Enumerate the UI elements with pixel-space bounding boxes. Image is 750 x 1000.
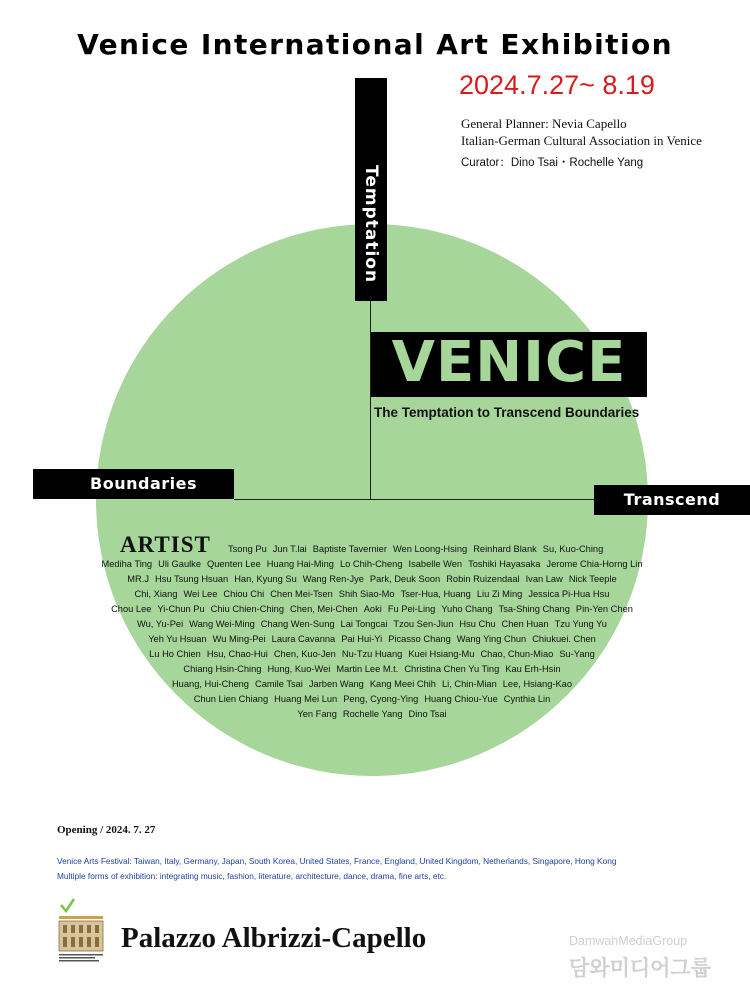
artist-name: Kang Meei Chih <box>369 679 436 689</box>
venice-heading: VENICE <box>391 330 627 395</box>
artist-name: Chun Lien Chiang <box>193 694 269 704</box>
artist-name: Shih Siao-Mo <box>338 589 395 599</box>
artist-name: Martin Lee M.t. <box>336 664 399 674</box>
artist-row <box>96 692 648 707</box>
artist-name: Dino Tsai <box>408 709 447 719</box>
artist-name: Hsu Chu <box>459 619 496 629</box>
artist-name: Liu Zi Ming <box>476 589 523 599</box>
artist-name: Chiou Chi <box>223 589 265 599</box>
artist-name: Fu Pei-Ling <box>387 604 436 614</box>
artist-name: Rochelle Yang <box>342 709 403 719</box>
artist-row <box>96 632 648 647</box>
artist-name: Yeh Yu Hsuan <box>148 634 207 644</box>
artist-row <box>96 662 648 677</box>
artist-row <box>96 677 648 692</box>
artist-name: Christina Chen Yu Ting <box>404 664 500 674</box>
watermark-korean: 담와미디어그룹 <box>569 957 712 980</box>
artist-name: Wang Wei-Ming <box>189 619 255 629</box>
boundaries-label: Boundaries <box>33 469 234 499</box>
artist-name: Chen Mei-Tsen <box>270 589 333 599</box>
artist-name: Camile Tsai <box>254 679 303 689</box>
artist-name: Yi-Chun Pu <box>157 604 205 614</box>
artist-name: Laura Cavanna <box>271 634 336 644</box>
temptation-label: Temptation <box>361 165 381 284</box>
artist-name: Toshiki Hayasaka <box>468 559 541 569</box>
institute-logo <box>57 897 105 963</box>
artist-name: Chiu Chien-Ching <box>210 604 285 614</box>
artist-row <box>228 542 608 557</box>
exhibition-dates: 2024.7.27~ 8.19 <box>459 70 655 100</box>
artist-name: Wang Ying Chun <box>456 634 527 644</box>
artist-name: Huang Chiou-Yue <box>424 694 498 704</box>
artist-name: Uli Gaulke <box>158 559 201 569</box>
artist-name: Han, Kyung Su <box>234 574 297 584</box>
artist-name: Chao, Chun-Miao <box>480 649 554 659</box>
artist-name: Chou Lee <box>111 604 152 614</box>
artist-name: Peng, Cyong-Ying <box>343 694 419 704</box>
artist-row <box>96 587 648 602</box>
artist-name: Quenten Lee <box>207 559 261 569</box>
artist-name: Yuho Chang <box>441 604 493 614</box>
artist-name: Kau Erh-Hsin <box>505 664 561 674</box>
artist-name: Wen Loong-Hsing <box>392 544 468 554</box>
general-planner: General Planner: Nevia Capello <box>461 116 627 131</box>
artist-name: Picasso Chang <box>388 634 451 644</box>
artist-row <box>96 572 648 587</box>
artist-row <box>96 647 648 662</box>
artist-name: Lo Chih-Cheng <box>339 559 403 569</box>
artist-name: Aoki <box>363 604 382 614</box>
artist-name: Jarben Wang <box>308 679 364 689</box>
artist-row <box>96 617 648 632</box>
artist-name: Park, Deuk Soon <box>369 574 441 584</box>
artist-name: Nu-Tzu Huang <box>341 649 403 659</box>
artist-name: Huang Hai-Ming <box>266 559 334 569</box>
artist-name: Chiukuei. Chen <box>532 634 596 644</box>
artist-name: Lee, Hsiang-Kao <box>502 679 573 689</box>
artist-name: Pai Hui-Yi <box>341 634 383 644</box>
artist-row <box>96 707 648 722</box>
artist-name: Chen Huan <box>501 619 549 629</box>
artist-name: Robin Ruizendaal <box>446 574 520 584</box>
artist-name: Ivan Law <box>525 574 563 584</box>
artist-name: Jerome Chia-Horng Lin <box>546 559 643 569</box>
artist-name: Baptiste Tavernier <box>312 544 387 554</box>
exhibition-forms: Multiple forms of exhibition: integrating music, fashion, literature, architecture, dance, drama, fine arts, etc. <box>57 871 447 881</box>
artist-name: Chi, Xiang <box>134 589 178 599</box>
artist-name: Tsong Pu <box>228 544 267 554</box>
artist-name: MR.J <box>127 574 149 584</box>
artist-name: Jessica Pi-Hua Hsu <box>528 589 610 599</box>
artist-name: Chen, Kuo-Jen <box>273 649 336 659</box>
artist-name: Tzu Yung Yu <box>554 619 607 629</box>
exhibition-subtitle: The Temptation to Transcend Boundaries <box>374 405 640 420</box>
artist-name: Chen, Mei-Chen <box>290 604 358 614</box>
horizontal-axis-line <box>234 499 594 500</box>
artist-name: Wu, Yu-Pei <box>137 619 184 629</box>
artist-name: Huang Mei Lun <box>274 694 338 704</box>
artist-name: Chiang Hsin-Ching <box>183 664 262 674</box>
artist-name: Cynthia Lin <box>503 694 551 704</box>
artist-heading: ARTIST <box>120 532 211 557</box>
artist-name: Hung, Kuo-Wei <box>267 664 331 674</box>
transcend-label: Transcend <box>594 485 750 515</box>
artist-name: Lai Tongcai <box>340 619 388 629</box>
artist-name: Wang Ren-Jye <box>302 574 364 584</box>
venue-name: Palazzo Albrizzi-Capello <box>121 922 427 954</box>
artist-row <box>96 557 648 572</box>
artist-name: Chang Wen-Sung <box>260 619 335 629</box>
artist-name: Li, Chin-Mian <box>441 679 497 689</box>
artist-name: Pin-Yen Chen <box>575 604 633 614</box>
artist-name: Yen Fang <box>297 709 337 719</box>
artist-name: Huang, Hui-Cheng <box>171 679 249 689</box>
artist-name: Isabelle Wen <box>408 559 463 569</box>
artist-name: Hsu Tsung Hsuan <box>155 574 229 584</box>
artist-row <box>96 602 648 617</box>
artist-name: Tser-Hua, Huang <box>400 589 471 599</box>
exhibition-title: Venice International Art Exhibition <box>77 28 673 61</box>
artist-name: Tsa-Shing Chang <box>498 604 570 614</box>
artist-name: Hsu, Chao-Hui <box>206 649 268 659</box>
artist-name: Kuei Hsiang-Mu <box>408 649 475 659</box>
association: Italian-German Cultural Association in Venice <box>461 133 702 148</box>
artist-name: Su-Yang <box>559 649 595 659</box>
festival-countries: Venice Arts Festival: Taiwan, Italy, Germany, Japan, South Korea, United States, France, England, United Kingdom, Netherlands, Singapore, Hong Kong <box>57 856 617 866</box>
artist-name: Lu Ho Chien <box>149 649 201 659</box>
artist-name: Su, Kuo-Ching <box>542 544 604 554</box>
curators: Curator：Dino Tsai・Rochelle Yang <box>461 157 644 169</box>
artist-name: Jun T.lai <box>272 544 307 554</box>
artist-name: Reinhard Blank <box>473 544 537 554</box>
artist-name: Nick Teeple <box>568 574 617 584</box>
artist-name: Mediha Ting <box>101 559 153 569</box>
artist-name: Wei Lee <box>183 589 218 599</box>
watermark-text: DamwahMediaGroup <box>569 934 688 948</box>
artist-name: Tzou Sen-Jiun <box>393 619 454 629</box>
artist-name: Wu Ming-Pei <box>212 634 266 644</box>
opening-date: Opening / 2024. 7. 27 <box>57 824 156 836</box>
